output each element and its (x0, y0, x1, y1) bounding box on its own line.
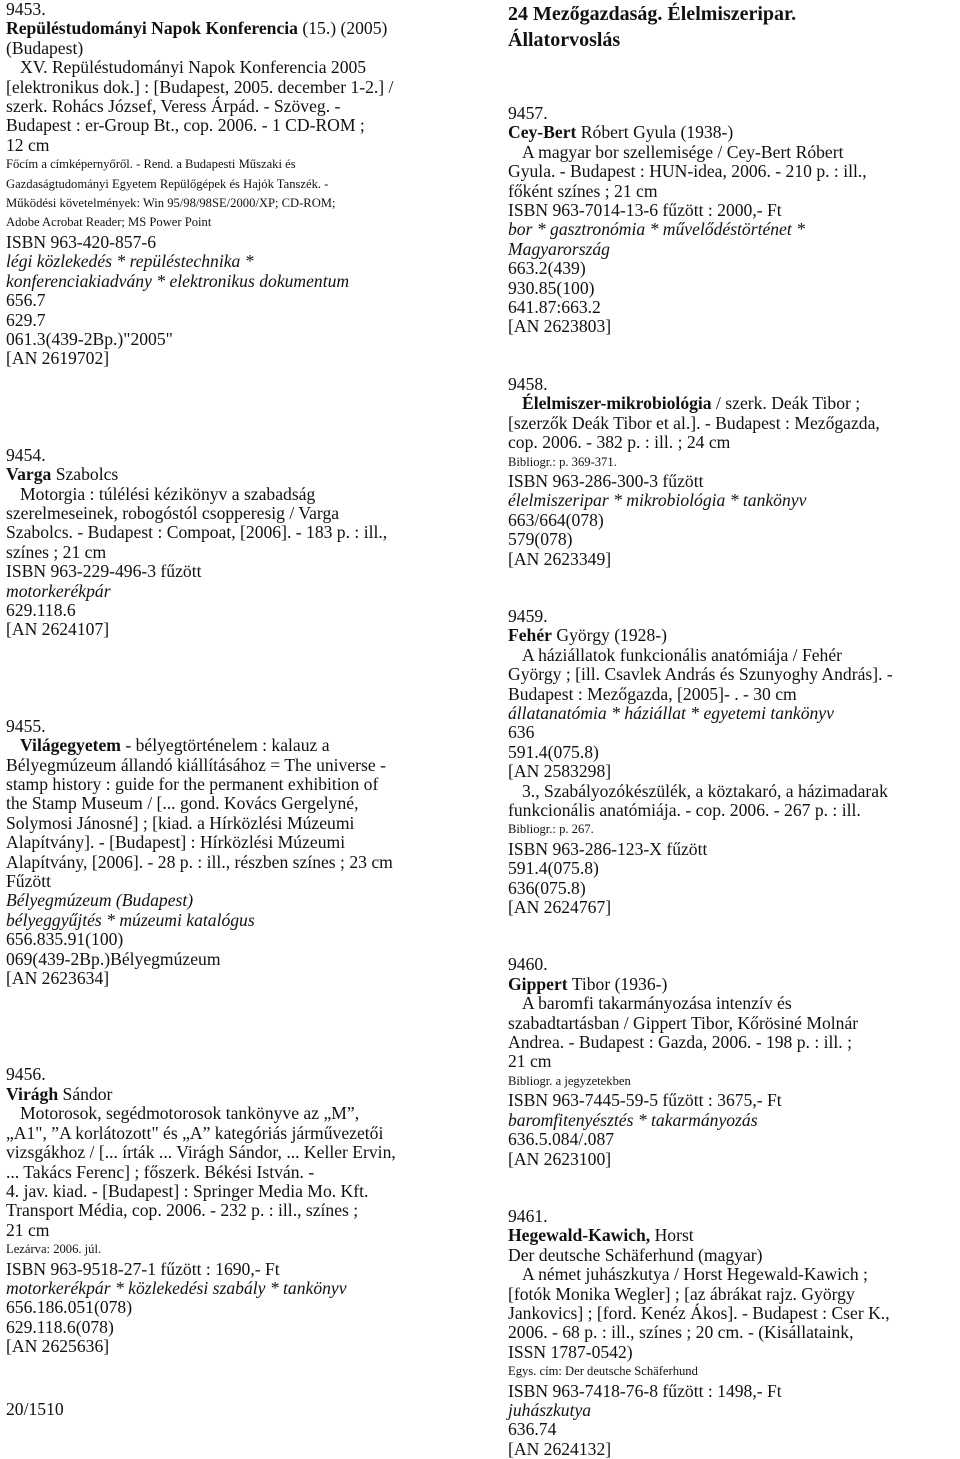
entry-line: Motorosok, segédmotorosok tankönyve az „M”, (20, 1103, 360, 1124)
entry-line: Der deutsche Schäferhund (magyar) (508, 1244, 763, 1265)
entry-line: Gyula. - Budapest : HUN-idea, 2006. - 210 p. : ill., (508, 161, 867, 182)
catalog-entry (508, 375, 960, 569)
entry-heading-rest: Sándor (58, 1083, 113, 1104)
entry-line: Szabolcs. - Budapest : Compoat, [2006]. - 183 p. : ill., (6, 522, 388, 543)
entry-heading (508, 123, 960, 142)
entry-line: 641.87:663.2 (508, 297, 601, 318)
entry-line: ISBN 963-420-857-6 (6, 231, 157, 252)
entry-line: 663/664(078) (508, 509, 604, 530)
entry-line: konferenciakiadvány * elektronikus dokumentum (6, 270, 350, 291)
entry-line: Alapítvány]. - [Budapest] : Hírközlési Múzeumi (6, 832, 346, 853)
entry-line: Működési követelmények: Win 95/98/98SE/2000/XP; CD-ROM; (6, 196, 336, 211)
entry-line: vizsgákhoz / [... írták ... Virágh Sándor, ... Keller Ervin, (6, 1142, 396, 1163)
entry-line: A magyar bor szellemisége / Cey-Bert Róbert (522, 141, 844, 162)
entry-heading-main: Világegyetem (20, 735, 121, 756)
entry-line: [fotók Monika Wegler] ; [az ábrákat rajz. György (508, 1283, 855, 1304)
entry-line: funkcionális anatómiája. - cop. 2006. - 267 p. : ill. (508, 800, 861, 820)
entry-heading (6, 19, 464, 38)
entry-line: Bibliogr. a jegyzetekben (508, 1073, 631, 1088)
section-title: 24 Mezőgazdaság. Élelmiszeripar. (508, 3, 797, 25)
entry-line: élelmiszeripar * mikrobiológia * tankönyv (508, 490, 807, 511)
entry-heading-main: Hegewald-Kawich, (508, 1225, 651, 1246)
entry-heading (6, 1085, 464, 1104)
entry-line: Transport Média, cop. 2006. - 232 p. : ill., színes ; (6, 1200, 359, 1221)
right-entries (508, 104, 960, 1459)
catalog-entry (6, 0, 464, 369)
catalog-entry (508, 1207, 960, 1459)
catalog-entry (508, 955, 960, 1168)
entry-line: [AN 2624767] (508, 897, 612, 918)
entry-line: 21 cm (508, 1051, 552, 1072)
entry-line: motorkerékpár (6, 580, 111, 601)
page-number: 20/1510 (6, 1399, 64, 1419)
entry-line: [AN 2623803] (508, 316, 612, 337)
entry-line: bor * gasztronómia * művelődéstörténet * (508, 219, 805, 240)
entry-line: 629.7 (6, 309, 46, 330)
entry-line: 12 cm (6, 134, 50, 155)
entry-line: Bibliogr.: p. 267. (508, 822, 594, 837)
entry-line: 636 (508, 722, 535, 743)
entry-line: szerelmeseinek, robogóstól csopperesig / Varga (6, 502, 340, 523)
entry-line: the Stamp Museum / [... gond. Kovács Gergelyné, (6, 793, 359, 814)
entry-line: Budapest : er-Group Bt., cop. 2006. - 1 CD-ROM ; (6, 115, 365, 136)
entry-heading-rest: Szabolcs (51, 464, 119, 485)
entry-number: 9460. (508, 954, 548, 975)
entry-number: 9459. (508, 605, 548, 626)
entry-line: ISSN 1787-0542) (508, 1341, 633, 1362)
entry-line: (Budapest) (6, 37, 84, 58)
entry-line: Lezárva: 2006. júl. (6, 1242, 102, 1257)
entry-line: 061.3(439-2Bp.)"2005" (6, 328, 173, 349)
entry-heading-rest: Horst (650, 1225, 694, 1246)
entry-line: ISBN 963-7418-76-8 fűzött : 1498,- Ft (508, 1380, 782, 1401)
entry-heading-rest: / szerk. Deák Tibor ; (711, 393, 861, 414)
entry-line: 3., Szabályozókészülék, a köztakaró, a házimadarak (522, 780, 888, 801)
entry-line: Bélyegmúzeum (Budapest) (6, 890, 194, 911)
section-subtitle: Állatorvoslás (508, 29, 621, 51)
entry-line: ISBN 963-286-123-X fűzött (508, 838, 708, 859)
entry-line: Bélyegmúzeum állandó kiállításához = The universe - (6, 754, 386, 775)
entry-line: Egys. cím: Der deutsche Schäferhund (508, 1364, 698, 1379)
entry-line: [AN 2619702] (6, 348, 110, 369)
entry-line: 4. jav. kiad. - [Budapest] : Springer Media Mo. Kft. (6, 1180, 369, 1201)
entry-line: [AN 2623634] (6, 968, 110, 989)
entry-line: [AN 2623349] (508, 548, 612, 569)
entry-number: 9461. (508, 1205, 548, 1226)
entry-heading-rest: - bélyegtörténelem : kalauz a (120, 735, 330, 756)
entry-heading (6, 736, 464, 755)
entry-line: ISBN 963-9518-27-1 fűzött : 1690,- Ft (6, 1258, 280, 1279)
entry-line: 656.7 (6, 290, 46, 311)
entry-line: Gazdaságtudományi Egyetem Repülőgépek és Hajók Tanszék. - (6, 176, 329, 191)
entry-line: Solymosi Jánosné] ; [kiad. a Hírközlési Múzeumi (6, 812, 355, 833)
entry-line: [AN 2625636] (6, 1336, 110, 1357)
entry-line: 663.2(439) (508, 258, 586, 279)
entry-heading-rest: (15.) (2005) (297, 18, 388, 39)
entry-line: Andrea. - Budapest : Gazda, 2006. - 198 p. : ill. ; (508, 1032, 852, 1053)
entry-line: 629.118.6 (6, 599, 76, 620)
entry-heading-main: Gippert (508, 973, 568, 994)
entry-line: szabadtartásban / Gippert Tibor, Kőrösiné Molnár (508, 1012, 859, 1033)
entry-line: stamp history : guide for the permanent exhibition of (6, 774, 379, 794)
entry-line: 591.4(075.8) (508, 858, 599, 879)
entry-line: 2006. - 68 p. : ill., színes ; 20 cm. - (Kisállataink, (508, 1322, 854, 1343)
entry-number: 9455. (6, 715, 46, 736)
entry-line: Budapest : Mezőgazda, [2005]- . - 30 cm (508, 683, 797, 704)
entry-line: ISBN 963-7014-13-6 fűzött : 2000,- Ft (508, 200, 782, 221)
entry-heading (508, 975, 960, 994)
catalog-entry (508, 104, 960, 337)
entry-line: Jankovics] ; [ford. Kenéz Ákos]. - Budapest : Cser K., (508, 1302, 890, 1323)
entry-line: 930.85(100) (508, 277, 595, 298)
entry-line: ISBN 963-286-300-3 fűzött (508, 470, 704, 491)
entry-line: állatanatómia * háziállat * egyetemi tankönyv (508, 702, 834, 723)
catalog-entry (6, 1065, 464, 1356)
entry-heading-main: Varga (6, 464, 52, 485)
entry-line: 636.74 (508, 1419, 557, 1440)
entry-heading-main: Élelmiszer-mikrobiológia (522, 393, 712, 414)
entry-line: Motorgia : túlélési kézikönyv a szabadság (20, 483, 316, 504)
entry-heading-main: Fehér (508, 625, 552, 646)
entry-line: szerk. Rohács József, Veress Árpád. - Szöveg. - (6, 96, 341, 117)
catalog-entry (508, 607, 960, 918)
entry-line: főként színes ; 21 cm (508, 180, 658, 201)
entry-line: A baromfi takarmányozása intenzív és (522, 993, 792, 1014)
entry-line: Bibliogr.: p. 369-371. (508, 454, 617, 469)
entry-number: 9453. (6, 0, 46, 19)
entry-line: 656.835.91(100) (6, 929, 124, 950)
right-column (508, 0, 960, 1459)
entry-heading-rest: Róbert Gyula (1938-) (576, 122, 734, 143)
entry-line: Fűzött (6, 871, 51, 892)
entry-line: ISBN 963-7445-59-5 fűzött : 3675,- Ft (508, 1090, 782, 1111)
entry-heading (508, 1226, 960, 1245)
entry-line: [elektronikus dok.] : [Budapest, 2005. december 1-2.] / (6, 76, 394, 97)
entry-line: 656.186.051(078) (6, 1297, 133, 1318)
entry-line: [AN 2624132] (508, 1438, 612, 1459)
entry-line: 636(075.8) (508, 877, 586, 898)
entry-line: Adobe Acrobat Reader; MS Power Point (6, 215, 212, 230)
entry-number: 9456. (6, 1064, 46, 1085)
entry-line: Főcím a címképernyőről. - Rend. a Budapesti Műszaki és (6, 157, 296, 172)
entry-line: A háziállatok funkcionális anatómiája / Fehér (522, 644, 843, 665)
entry-line: baromfitenyésztés * takarmányozás (508, 1109, 758, 1130)
entry-line: „A1", ”A korlátozott" és „A” kategóriás járművezetői (6, 1122, 384, 1143)
entry-line: bélyeggyűjtés * múzeumi katalógus (6, 909, 255, 930)
entry-line: színes ; 21 cm (6, 541, 107, 562)
entry-number: 9454. (6, 444, 46, 465)
entry-heading-main: Virágh (6, 1083, 59, 1104)
entry-line: 636.5.084/.087 (508, 1129, 615, 1150)
entry-line: [AN 2624107] (6, 619, 110, 640)
entry-line: György ; [ill. Csavlek András és Szunyoghy András]. - (508, 664, 893, 685)
entry-number: 9457. (508, 103, 548, 123)
entry-line: légi közlekedés * repüléstechnika * (6, 251, 254, 272)
entry-line: 069(439-2Bp.)Bélyegmúzeum (6, 948, 221, 969)
entry-line: 579(078) (508, 529, 573, 550)
entry-line: [AN 2583298] (508, 761, 612, 782)
entry-line: motorkerékpár * közlekedési szabály * tankönyv (6, 1277, 347, 1298)
entry-heading (508, 626, 960, 645)
entry-heading (508, 394, 960, 413)
entry-line: Magyarország (508, 238, 610, 259)
catalog-entry (6, 446, 464, 640)
entry-line: 21 cm (6, 1219, 50, 1240)
entry-heading-main: Repüléstudományi Napok Konferencia (6, 18, 298, 39)
entry-line: [szerzők Deák Tibor et al.]. - Budapest : Mezőgazda, (508, 412, 880, 433)
entry-heading-rest: Tibor (1936-) (567, 973, 668, 994)
entry-heading (6, 465, 464, 484)
entry-line: A német juhászkutya / Horst Hegewald-Kawich ; (522, 1264, 868, 1285)
catalog-entry (6, 717, 464, 989)
entry-line: juhászkutya (508, 1399, 592, 1420)
entry-heading-rest: György (1928-) (551, 625, 667, 646)
entry-number: 9458. (508, 373, 548, 394)
entry-line: 591.4(075.8) (508, 741, 599, 762)
entry-line: cop. 2006. - 382 p. : ill. ; 24 cm (508, 432, 731, 453)
entry-heading-main: Cey-Bert (508, 122, 577, 143)
entry-line: 629.118.6(078) (6, 1316, 114, 1337)
entry-line: ... Takács Ferenc] ; főszerk. Békési István. - (6, 1161, 315, 1182)
left-column (6, 0, 464, 1357)
entry-line: ISBN 963-229-496-3 fűzött (6, 561, 202, 582)
entry-line: XV. Repüléstudományi Napok Konferencia 2005 (20, 57, 367, 78)
entry-line: Alapítvány, [2006]. - 28 p. : ill., részben színes ; 23 cm (6, 851, 393, 872)
entry-line: [AN 2623100] (508, 1148, 612, 1169)
